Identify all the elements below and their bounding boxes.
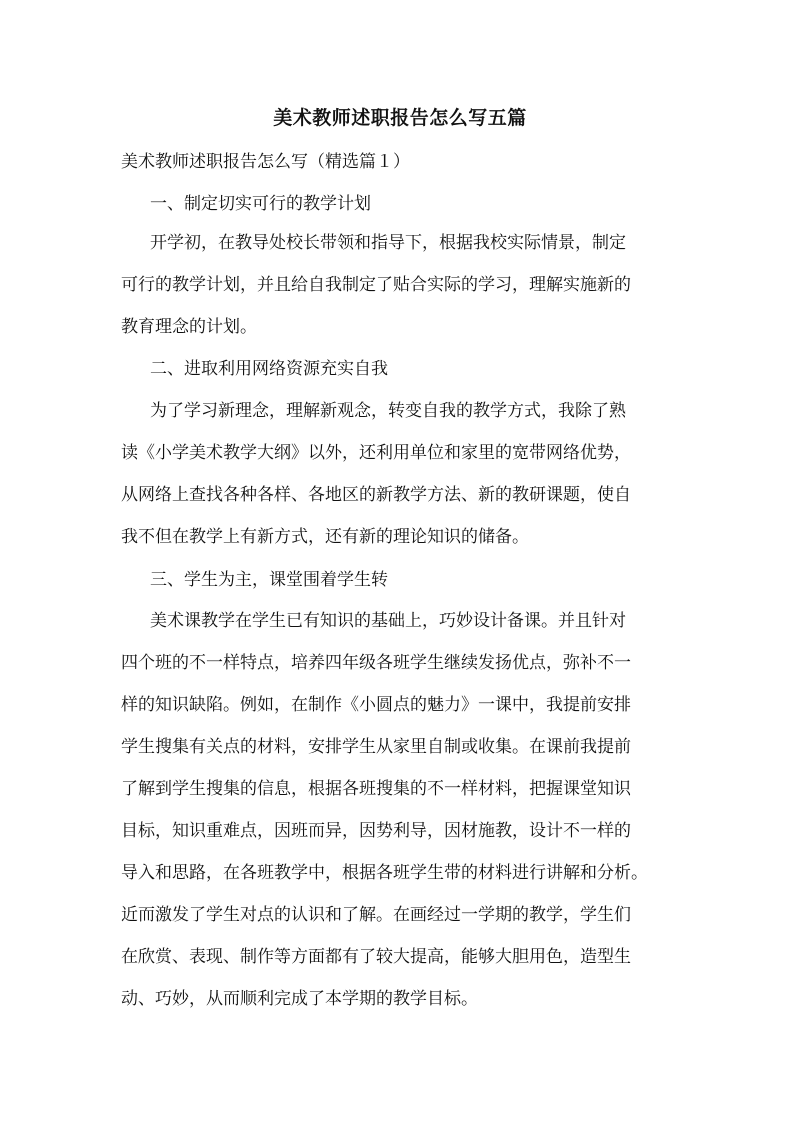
document-title: 美术教师述职报告怎么写五篇	[273, 107, 527, 129]
paragraph-line: 学生搜集有关点的材料，安排学生从家里自制或收集。在课前我提前	[121, 737, 631, 757]
paragraph-line: 我不但在教学上有新方式，还有新的理论知识的储备。	[121, 527, 529, 547]
paragraph-line: 可行的教学计划，并且给自我制定了贴合实际的学习，理解实施新的	[121, 275, 631, 295]
paragraph-line: 目标，知识重难点，因班而异，因势利导，因材施教，设计不一样的	[121, 821, 631, 841]
section-heading-3: 三、学生为主，课堂围着学生转	[150, 570, 388, 590]
paragraph-line: 动、巧妙，从而顺利完成了本学期的教学目标。	[121, 989, 478, 1009]
paragraph-line: 从网络上查找各种各样、各地区的新教学方法、新的教研课题，使自	[121, 485, 631, 505]
section-paragraph-1	[121, 222, 681, 348]
paragraph-line: 近而激发了学生对点的认识和了解。在画经过一学期的教学，学生们	[121, 905, 631, 925]
paragraph-line: 开学初，在教导处校长带领和指导下，根据我校实际情景，制定	[150, 233, 626, 253]
section-paragraph-3	[121, 600, 681, 1020]
section-heading-1: 一、制定切实可行的教学计划	[150, 194, 371, 214]
paragraph-line: 四个班的不一样特点，培养四年级各班学生继续发扬优点，弥补不一	[121, 653, 631, 673]
paragraph-line: 样的知识缺陷。例如，在制作《小圆点的魅力》一课中，我提前安排	[121, 695, 631, 715]
paragraph-line: 教育理念的计划。	[121, 317, 257, 337]
section-heading-2: 二、进取利用网络资源充实自我	[150, 359, 388, 379]
paragraph-line: 了解到学生搜集的信息，根据各班搜集的不一样材料，把握课堂知识	[121, 779, 631, 799]
paragraph-line: 在欣赏、表现、制作等方面都有了较大提高，能够大胆用色，造型生	[121, 947, 631, 967]
section-paragraph-2	[121, 390, 681, 558]
paragraph-line: 读《小学美术教学大纲》以外，还利用单位和家里的宽带网络优势，	[121, 443, 631, 463]
paragraph-line: 为了学习新理念，理解新观念，转变自我的教学方式，我除了熟	[150, 401, 626, 421]
document-subtitle: 美术教师述职报告怎么写（精选篇１）	[121, 152, 410, 172]
paragraph-line: 美术课教学在学生已有知识的基础上，巧妙设计备课。并且针对	[150, 611, 626, 631]
paragraph-line: 导入和思路，在各班教学中，根据各班学生带的材料进行讲解和分析。	[121, 863, 648, 883]
